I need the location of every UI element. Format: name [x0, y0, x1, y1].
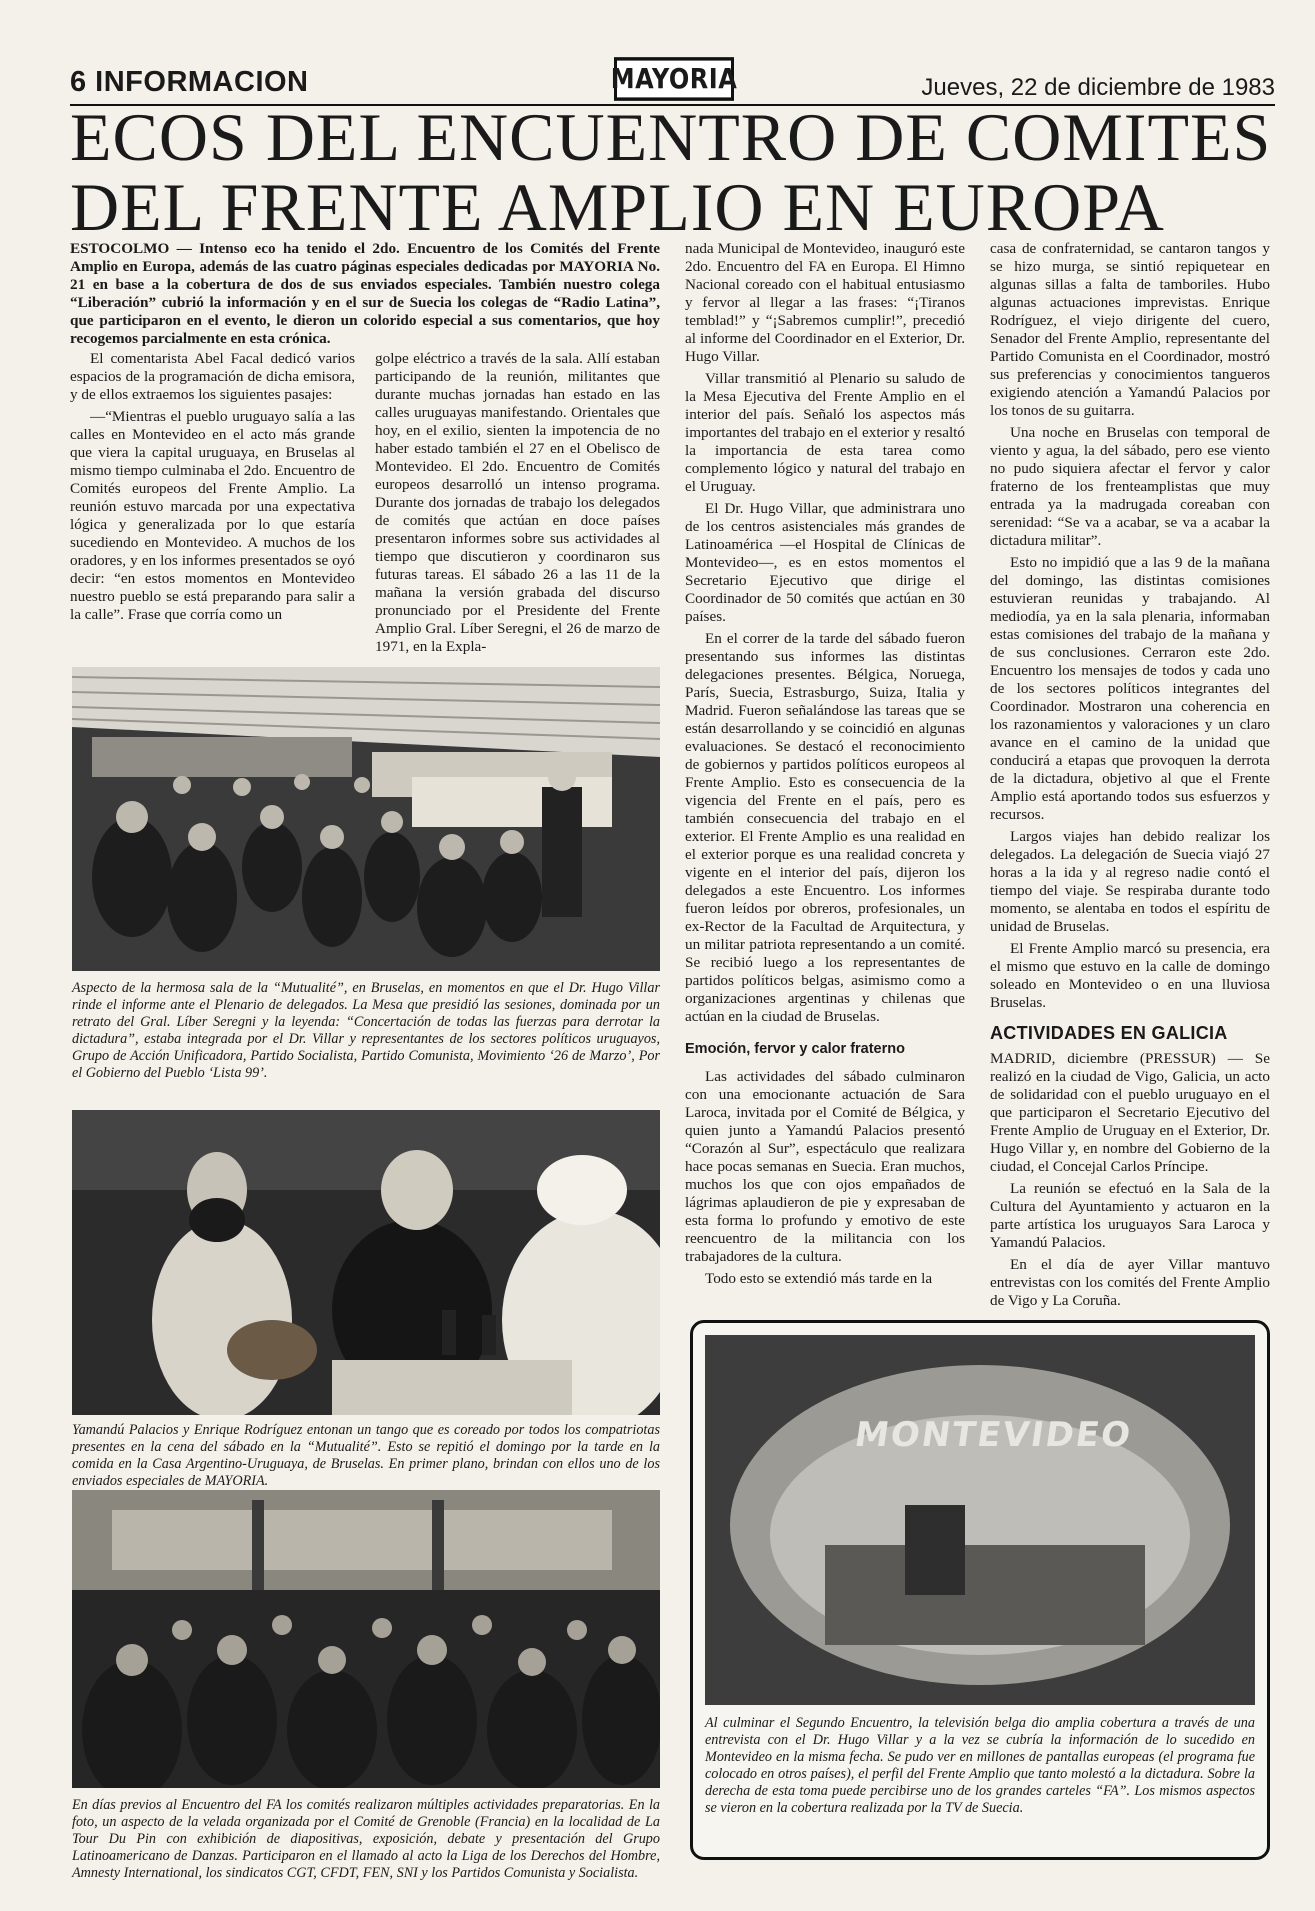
galicia-paragraph: La reunión se efectuó en la Sala de la Cultura del Ayuntamiento y actuaron en la parte artística los uruguayos Sara Laroca y Yamandú Palacios.	[990, 1180, 1270, 1251]
col3-paragraph: Todo esto se extendió más tarde en la	[705, 1270, 933, 1287]
tv-screen-image	[705, 1335, 1255, 1705]
tv-photo-box	[690, 1320, 1270, 1860]
col3-paragraph: En el correr de la tarde del sábado fueron presentando sus informes las distintas delegaciones presentes. Bélgica, Noruega, París, Suecia, Estrasburgo, Suiza, Italia y Madrid. Fueron señalándose las tareas que se están desarrollando y se coincidió en algunas evaluaciones. Se destacó el reconocimiento de gobiernos y partidos políticos europeos al Frente Amplio. Esto es consecuencia de la vigencia del Frente en el país, pero es también consecuencia del trabajo en el exterior. El Frente Amplio es una realidad en el exterior porque es una realidad concreta y vigente en el interior del país, dijeron los delegados a este Encuentro. Los informes fueron leídos por obreros, profesionales, un ex-Rector de la Facultad de Arquitectura, y un militar patriota representando a un comité. Se recibió luego a los representantes de partidos políticos belgas, asimismo como a organizaciones argentinas y chilenas que actúan en la ciudad de Bruselas.	[685, 630, 965, 1025]
issue-date: Jueves, 22 de diciembre de 1983	[921, 74, 1275, 101]
col4-paragraph: El Frente Amplio marcó su presencia, era el mismo que estuvo en la calle de domingo soleado en Montevideo o en una lluviosa Bruselas.	[990, 940, 1270, 1011]
tv-photo-caption: Al culminar el Segundo Encuentro, la televisión belga dio amplia cobertura a través de una entrevista con el Dr. Hugo Villar y a la vez se cubría la información de lo sucedido en Montevideo en la misma fecha. Se pudo ver en millones de pantallas europeas (el programa fue colocado en otros países), el perfil del Frente Amplio que tanto molestó a la dictadura. Sobre la derecha de esta toma puede percibirse uno de los grandes carteles “FA”. Los mismos aspectos se vieron en la cobertura realizada por la TV de Suecia.	[705, 1715, 1255, 1816]
col1-paragraph: El comentarista Abel Facal dedicó varios espacios de la programación de dicha emisora, y de ellos extraemos los siguientes pasajes:	[70, 350, 355, 403]
photo-tango	[72, 1110, 660, 1415]
galicia-heading: ACTIVIDADES EN GALICIA	[990, 1023, 1228, 1043]
column-2	[375, 350, 660, 660]
photo-mutualite-hall	[72, 667, 660, 971]
headline-line-1: ECOS DEL ENCUENTRO DE COMITES	[70, 99, 1272, 175]
photo-tv-screen	[705, 1335, 1255, 1705]
column-1	[70, 350, 355, 628]
lead-paragraph-block	[70, 240, 660, 352]
photo-hall-image	[72, 667, 660, 971]
headline-line-2: DEL FRENTE AMPLIO EN EUROPA	[70, 169, 1165, 245]
col4-paragraph: Esto no impidió que a las 9 de la mañana del domingo, las distintas comisiones estuvieran reunidas y trabajando. Al mediodía, ya en la sala plenaria, informaban estas comisiones del trabajo de la mañana y de sus conclusiones. Cerraron este 2do. Encuentro los mensajes de todos y cada uno de los sectores políticos integrantes del Coordinador. Mostraron una coherencia en los razonamientos y valoraciones y un claro avance en el camino de la unidad que conducirá a etapas que provoquen la derrota de la dictadura, objetivo al que el Frente Amplio está aportando todos sus esfuerzos y recursos.	[990, 554, 1270, 823]
col4-paragraph: casa de confraternidad, se cantaron tangos y se hizo murga, se sintió repiquetear en algunas sillas a falta de tamboriles. Hubo algunas actuaciones imprevistas. Enrique Rodríguez, el viejo dirigente del cuero, Senador del Frente Amplio, representante del Partido Comunista en el Coordinador, mostró sus preferencias y conocimientos tangueros exigiendo atención a Yamandú Palacios por los tonos de su guitarra.	[990, 240, 1270, 419]
col1-paragraph: —“Mientras el pueblo uruguayo salía a las calles en Montevideo en el acto más grande que viera la capital uruguaya, en Bruselas al mismo tiempo culminaba el 2do. Encuentro de Comités europeos del Frente Amplio. La reunión estuvo marcada por una expectativa lógica y generalizada por lo que estaría sucediendo en Montevideo. A muchos de los oradores, y en los informes presentados se oyó decir: “en estos momentos en Montevideo nuestro pueblo se está preparando para salir a la calle”. Frase que corría como un	[70, 408, 355, 623]
column-3	[685, 240, 965, 1292]
photo-2-caption: Yamandú Palacios y Enrique Rodríguez entonan un tango que es coreado por todos los compatriotas presentes en la cena del sábado en la “Mutualité”. Esto se repitió el domingo por la tarde en la comida en la Casa Argentino-Uruguaya, de Bruselas. En primer plano, brindan con ellos uno de los enviados especiales de MAYORIA.	[72, 1422, 660, 1489]
masthead-logo: MAYORIA	[614, 57, 734, 101]
col3-paragraph: nada Municipal de Montevideo, inauguró este 2do. Encuentro del FA en Europa. El Himno Nacional coreado con el habitual entusiasmo y fervor al llegar a las frases: “¡Tiranos temblad!” y “¡Sabremos cumplir!”, precedió al informe del Coordinador en el Exterior, Dr. Hugo Villar.	[685, 240, 965, 365]
col3-subheading: Emoción, fervor y calor fraterno	[685, 1041, 905, 1057]
photo-grenoble	[72, 1490, 660, 1788]
col4-paragraph: Una noche en Bruselas con temporal de viento y agua, la del sábado, pero ese viento no pudo siquiera afectar el fervor y calor fraterno de los frenteamplistas que muy entrada ya la madrugada coreaban con serenidad: “Se va a acabar, se va a acabar la dictadura militar”.	[990, 424, 1270, 549]
col3-paragraph: Las actividades del sábado culminaron con una emocionante actuación de Sara Laroca, invitada por el Comité de Bélgica, y quien junto a Yamandú Palacios presentó “Corazón al Sur”, espectáculo que realizara hace pocas semanas en Suecia. Eran muchos, muchos los que con ojos empañados de lágrimas aplaudieron de pie y expresaban de esta forma lo profundo y emotivo de este reencuentro de la militancia con los trabajadores de la cultura.	[685, 1068, 965, 1265]
column-4	[990, 240, 1270, 1314]
col3-paragraph: El Dr. Hugo Villar, que administrara uno de los centros asistenciales más grandes de Latinoamérica —el Hospital de Clínicas de Montevideo—, es en estos momentos el Secretario Ejecutivo que dirige el Coordinador de 50 comités que actúan en 30 países.	[685, 500, 965, 625]
photo-tango-image	[72, 1110, 660, 1415]
photo-grenoble-image	[72, 1490, 660, 1788]
photo-3-caption: En días previos al Encuentro del FA los comités realizaron múltiples actividades preparatorias. En la foto, un aspecto de la velada organizada por el Comité de Grenoble (Francia) en la localidad de La Tour Du Pin con exhibición de diapositivas, exposición, debate y presentación del Grupo Latinoamericano de Danzas. Participaron en el llamado al acto la Liga de los Derechos del Hombre, Amnesty International, los sindicatos CGT, CFDT, FEN, SNI y los Partidos Comunista y Socialista.	[72, 1797, 660, 1881]
galicia-paragraph: En el día de ayer Villar mantuvo entrevistas con los comités del Frente Amplio de Vigo y La Coruña.	[990, 1256, 1270, 1309]
tv-screen-text: MONTEVIDEO	[852, 1415, 1135, 1455]
col2-paragraph: golpe eléctrico a través de la sala. Allí estaban participando de la reunión, militantes que durante muchas jornadas han estado en las calles uruguayas manifestando. Orientales que hoy, en el exilio, sienten la impotencia de no haber estado también el 27 en el Obelisco de Montevideo. El 2do. Encuentro de Comités europeos desarrolló un intenso programa. Durante dos jornadas de trabajo los delegados de comités que actúan en doce países presentaron informes sobre sus actividades al tiempo que discutieron y coordinaron sus futuras tareas. El sábado 26 a las 11 de la mañana la versión grabada del discurso pronunciado por el Presidente del Frente Amplio Gral. Líber Seregni, el 26 de marzo de 1971, en la Expla-	[375, 350, 660, 655]
col4-paragraph: Largos viajes han debido realizar los delegados. La delegación de Suecia viajó 27 horas a la ida y al regreso nadie contó el tiempo del viaje. Se respiraba durante todo momento, se alentaba en todos el espíritu de unidad de Bruselas.	[990, 828, 1270, 935]
headline	[70, 99, 1290, 245]
galicia-paragraph: MADRID, diciembre (PRESSUR) — Se realizó en la ciudad de Vigo, Galicia, un acto de solidaridad con el pueblo uruguayo en el que participaron el Secretario Ejecutivo del Frente Amplio de Uruguay en el Exterior, Dr. Hugo Villar y, en nombre del Gobierno de la ciudad, el Concejal Carlos Príncipe.	[990, 1050, 1270, 1175]
photo-1-caption: Aspecto de la hermosa sala de la “Mutualité”, en Bruselas, en momentos en que el Dr. Hugo Villar rinde el informe ante el Plenario de delegados. La Mesa que presidió las sesiones, dominada por un retrato del Gral. Líber Seregni y la leyenda: “Concertación de todas las fuerzas para derrotar la dictadura”, estaba integrada por el Dr. Villar y representantes de los sectores políticos uruguayos, Grupo de Acción Unificadora, Partido Socialista, Partido Comunista, Movimiento ‘26 de Marzo’, Por el Gobierno del Pueblo ‘Lista 99’.	[72, 980, 660, 1081]
lead-paragraph: ESTOCOLMO — Intenso eco ha tenido el 2do. Encuentro de los Comités del Frente Amplio en Europa, además de las cuatro páginas especiales dedicadas por MAYORIA No. 21 en base a la cobertura de dos de sus enviados especiales. También nuestro colega “Liberación” cubrió la información y en el sur de Suecia los colegas de “Radio Latina”, que participaron en el evento, le dieron un colorido especial a sus comentarios, que hoy recogemos parcialmente en esta crónica.	[70, 240, 660, 347]
section-label: 6 INFORMACION	[70, 66, 309, 98]
col3-paragraph: Villar transmitió al Plenario su saludo de la Mesa Ejecutiva del Frente Amplio en el interior del país. Señaló los aspectos más importantes del trabajo en el exterior y resaltó la importancia de esta tarea como complemento lógico y natural del trabajo en el Uruguay.	[685, 370, 965, 495]
